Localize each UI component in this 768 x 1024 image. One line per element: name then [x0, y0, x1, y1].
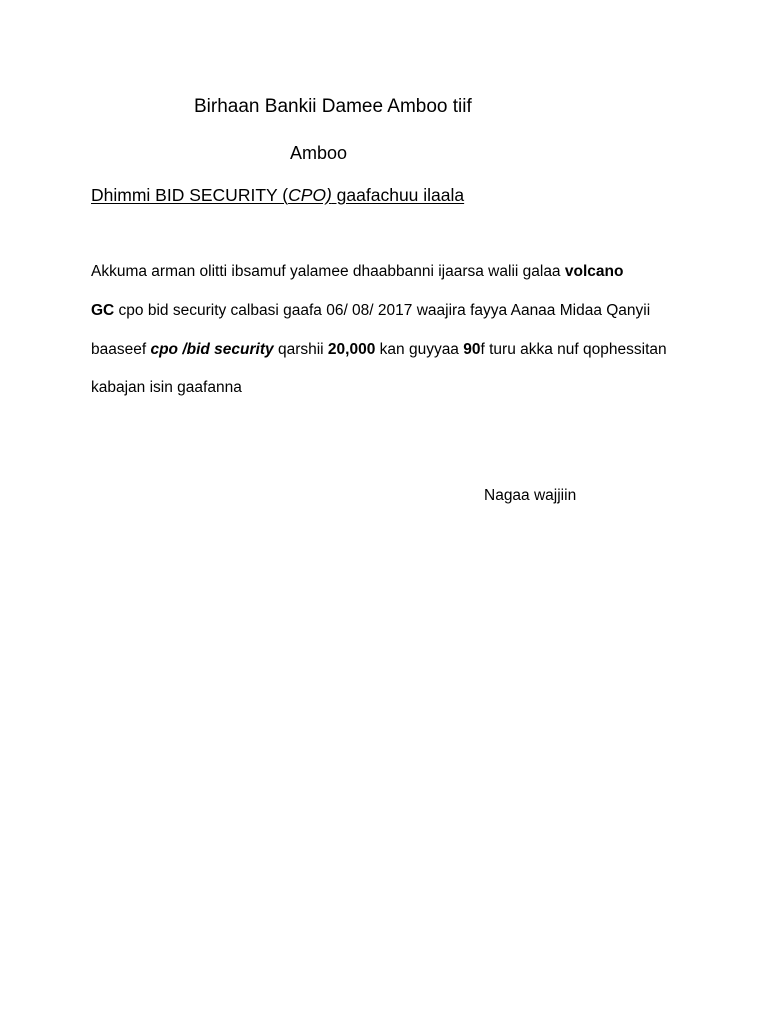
body-line3-amount: 20,000	[327, 341, 376, 358]
letter-closing: Nagaa wajjiin	[484, 487, 577, 504]
body-line2-bold: GC	[91, 302, 115, 319]
subject-part2: gaafachuu ilaala	[331, 185, 465, 205]
body-line-4: kabajan isin gaafanna	[91, 379, 242, 396]
body-line3-text2: qarshii	[273, 341, 328, 358]
body-line-3	[91, 340, 667, 360]
body-line2-text: cpo bid security calbasi gaafa 06/ 08/ 2017 waajira fayya Aanaa Midaa Qanyii	[114, 302, 651, 319]
body-line1-bold: volcano	[564, 263, 624, 280]
body-line3-text1: baaseef	[91, 341, 151, 358]
subject-cpo: CPO)	[288, 185, 332, 205]
letter-city: Amboo	[290, 143, 348, 163]
subject-part1: Dhimmi BID SECURITY (	[91, 185, 289, 205]
body-line1-text: Akkuma arman olitti ibsamuf yalamee dhaabbanni ijaarsa walii galaa	[91, 263, 565, 280]
letter-subject	[91, 183, 464, 207]
body-line3-text3: kan guyyaa	[375, 341, 464, 358]
body-line3-days: 90	[463, 341, 481, 358]
body-line3-bolditalic: cpo /bid security	[150, 341, 274, 358]
body-line-1	[91, 262, 623, 282]
body-line-2	[91, 301, 650, 321]
body-line3-text4: f turu akka nuf qophessitan	[480, 341, 667, 358]
letter-title: Birhaan Bankii Damee Amboo tiif	[194, 96, 472, 117]
